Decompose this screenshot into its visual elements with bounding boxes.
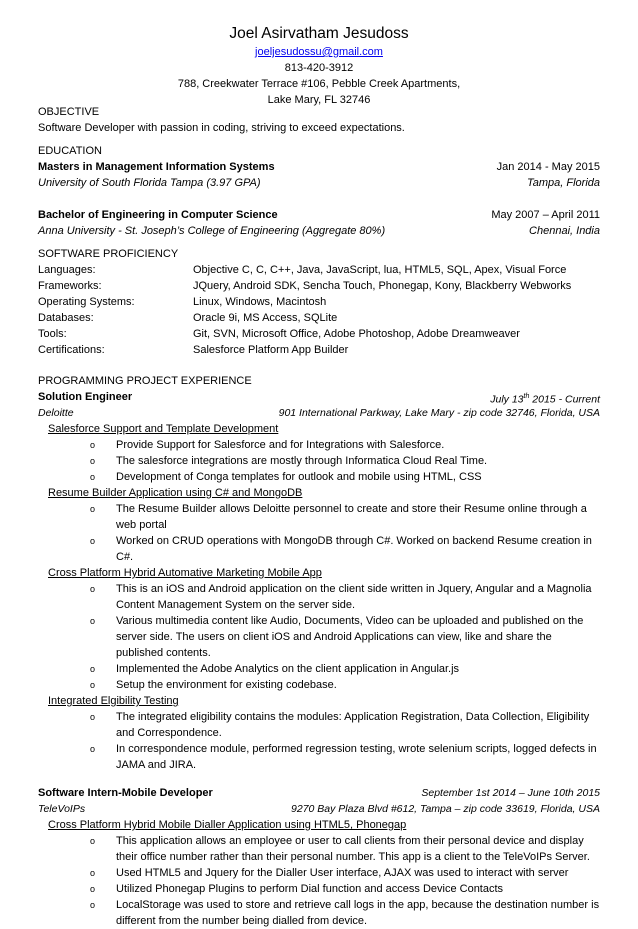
education-degree-row [38, 159, 600, 175]
job-address: 9270 Bay Plaza Blvd #612, Tampa – zip code 33619, Florida, USA [291, 803, 600, 815]
skills-row [38, 326, 600, 342]
job-header-row [38, 785, 600, 801]
job-dates: September 1st 2014 – June 10th 2015 [421, 787, 600, 799]
skill-value: Objective C, C, C++, Java, JavaScript, lua, HTML5, SQL, Apex, Visual Force [193, 264, 567, 276]
project-name: Salesforce Support and Template Development [48, 423, 279, 435]
list-item: o Setup the environment for existing codebase. [90, 679, 337, 691]
job-company-row [38, 405, 600, 421]
skills-row [38, 342, 600, 358]
skill-value: Linux, Windows, Macintosh [193, 296, 327, 308]
skills-title: SOFTWARE PROFICIENCY [38, 248, 179, 260]
degree-dates: Jan 2014 - May 2015 [496, 161, 600, 173]
job-company: Deloitte [38, 407, 74, 419]
resume-header [0, 24, 638, 108]
job-header-row [38, 389, 600, 405]
school-location: Tampa, Florida [527, 177, 600, 189]
list-item: o Various multimedia content like Audio, Documents, Video can be uploaded and published on the server side. The users on client iOS and Android Applications can view, like and share the published contents. [90, 615, 584, 659]
project-name: Integrated Elgibility Testing [48, 695, 179, 707]
objective-section [38, 104, 600, 136]
skill-key: Databases: [38, 312, 94, 324]
skill-value: JQuery, Android SDK, Sencha Touch, Phonegap, Kony, Blackberry Webworks [193, 280, 572, 292]
project-bullets [38, 581, 600, 693]
education-school-row [38, 175, 600, 191]
skills-section [38, 246, 600, 358]
skill-key: Certifications: [38, 344, 105, 356]
education-degree-row [38, 207, 600, 223]
skill-value: Salesforce Platform App Builder [193, 344, 349, 356]
list-item: o Implemented the Adobe Analytics on the client application in Angular.js [90, 663, 460, 675]
skill-key: Frameworks: [38, 280, 102, 292]
list-item: o LocalStorage was used to store and retrieve call logs in the app, because the destination number is different from the number being dialled from device. [90, 899, 600, 927]
skill-key: Operating Systems: [38, 296, 135, 308]
candidate-name: Joel Asirvatham Jesudoss [229, 25, 409, 42]
skills-row [38, 278, 600, 294]
project-bullets [38, 437, 600, 485]
project-name: Resume Builder Application using C# and MongoDB [48, 487, 303, 499]
skill-key: Languages: [38, 264, 96, 276]
project-name: Cross Platform Hybrid Automative Marketing Mobile App [48, 567, 322, 579]
job-dates: July 13th 2015 - Current [490, 393, 600, 406]
skills-row [38, 310, 600, 326]
email-link[interactable]: joeljesudossu@gmail.com [255, 46, 383, 58]
job-company: TeleVoIPs [38, 803, 86, 815]
list-item: o Worked on CRUD operations with MongoDB through C#. Worked on backend Resume creation in C#. [90, 535, 592, 563]
list-item: o Provide Support for Salesforce and for Integrations with Salesforce. [90, 439, 445, 451]
list-item: o Used HTML5 and Jquery for the Dialler User interface, AJAX was used to interact with server [90, 867, 569, 879]
degree-dates: May 2007 – April 2011 [491, 209, 600, 221]
experience-section [38, 373, 600, 929]
school-name: Anna University - St. Joseph’s College of Engineering (Aggregate 80%) [38, 225, 386, 237]
education-title: EDUCATION [38, 145, 102, 157]
list-item: o In correspondence module, performed regression testing, wrote selenium scripts, logged defects in JAMA and JIRA. [90, 743, 597, 771]
education-school-row [38, 223, 600, 239]
objective-title: OBJECTIVE [38, 106, 100, 118]
list-item: o Utilized Phonegap Plugins to perform Dial function and access Device Contacts [90, 883, 504, 895]
project-name: Cross Platform Hybrid Mobile Dialler Application using HTML5, Phonegap [48, 819, 407, 831]
skills-row [38, 262, 600, 278]
degree-title: Bachelor of Engineering in Computer Science [38, 209, 278, 221]
address-line-2: Lake Mary, FL 32746 [267, 94, 371, 106]
list-item: o The salesforce integrations are mostly through Informatica Cloud Real Time. [90, 455, 488, 467]
phone-number: 813-420-3912 [284, 62, 354, 74]
project-bullets [38, 709, 600, 773]
job-address: 901 International Parkway, Lake Mary - zip code 32746, Florida, USA [278, 407, 600, 419]
objective-text: Software Developer with passion in coding, striving to exceed expectations. [38, 122, 405, 134]
list-item: o This application allows an employee or user to call clients from their personal device and display their office number rather than their personal number. This app is a client to the TeleVoIPs Server. [90, 835, 590, 863]
list-item: o Development of Conga templates for outlook and mobile using HTML, CSS [90, 471, 482, 483]
project-bullets [38, 833, 600, 929]
job-role: Solution Engineer [38, 391, 133, 403]
skill-value: Git, SVN, Microsoft Office, Adobe Photoshop, Adobe Dreamweaver [193, 328, 520, 340]
job-role: Software Intern-Mobile Developer [38, 787, 213, 799]
school-location: Chennai, India [529, 225, 600, 237]
education-section [38, 143, 600, 239]
skill-key: Tools: [38, 328, 67, 340]
experience-title: PROGRAMMING PROJECT EXPERIENCE [38, 375, 252, 387]
school-name: University of South Florida Tampa (3.97 GPA) [38, 177, 261, 189]
list-item: o The integrated eligibility contains the modules: Application Registration, Data Collection, Eligibility and Correspondence. [90, 711, 590, 739]
list-item: o This is an iOS and Android application on the client side written in Jquery, Angular and a Magnolia Content Management System on the server side. [90, 583, 592, 611]
list-item: o The Resume Builder allows Deloitte personnel to create and store their Resume online through a web portal [90, 503, 587, 531]
skills-row [38, 294, 600, 310]
skill-value: Oracle 9i, MS Access, SQLite [193, 312, 338, 324]
job-company-row [38, 801, 600, 817]
degree-title: Masters in Management Information Systems [38, 161, 275, 173]
project-bullets [38, 501, 600, 565]
address-line-1: 788, Creekwater Terrace #106, Pebble Creek Apartments, [177, 78, 461, 90]
